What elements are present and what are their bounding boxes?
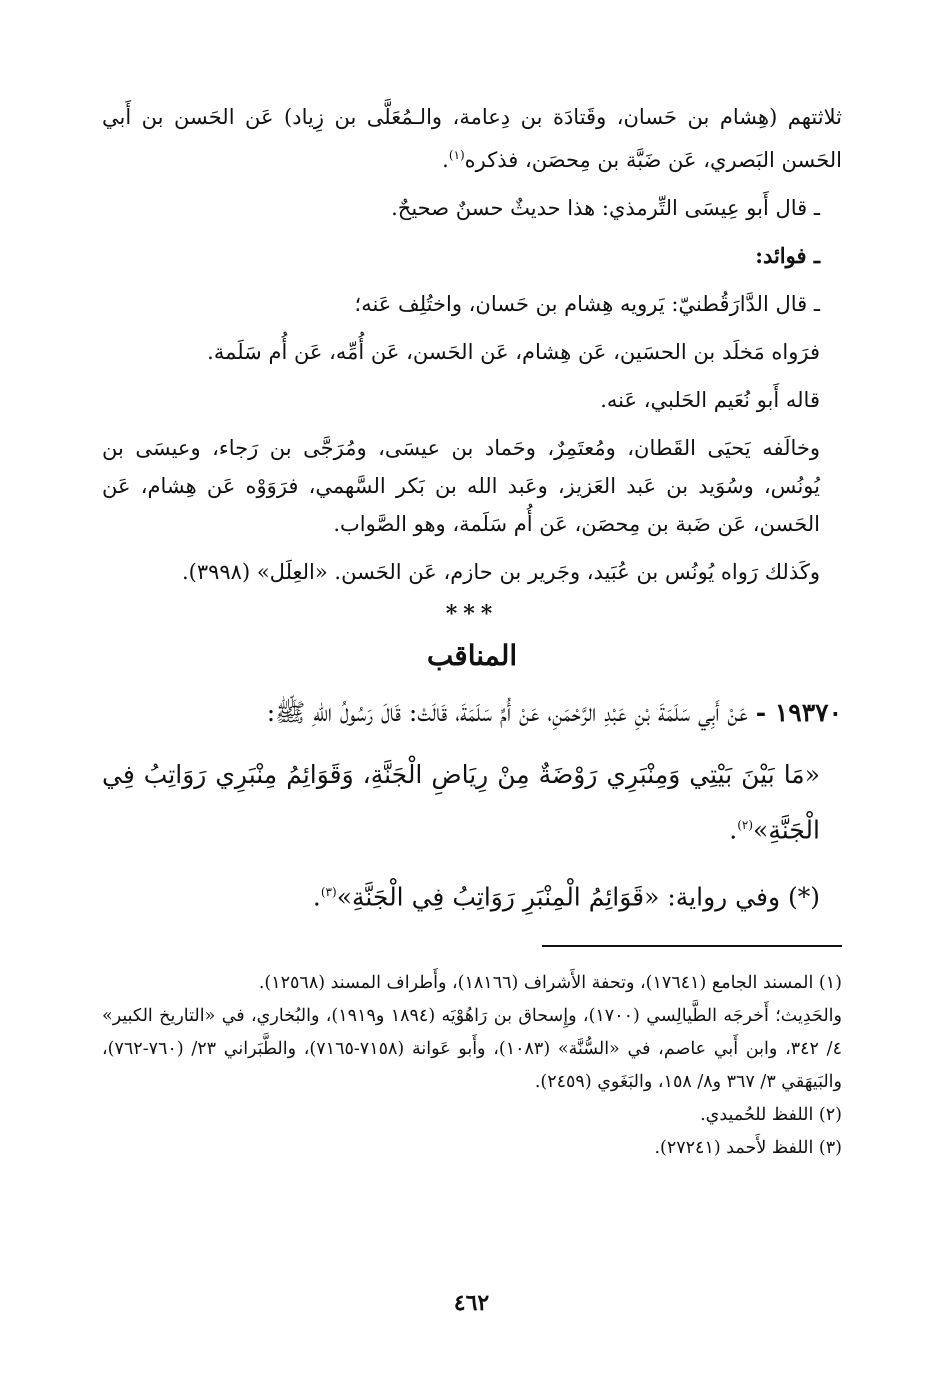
commentary-text <box>102 98 842 591</box>
paragraph-daraqutni: ـ قال الدَّارَقُطنيّ: يَرويه هِشام بن حَسان، واختُلِف عَنه؛ <box>354 292 820 316</box>
paragraph-khalafahu: وخالَفه يَحيَى القَطان، ومُعتَمِرٌ، وحَماد بن عيسَى، ومُرَجَّى بن رَجاء، وعيسَى بن يُونُس، وسُوَيد بن عَبد العَزيز، وعَبد الله بن بَكر السَّهمي، فرَوَوْه عَن هِشام، عَن الحَسن، عَن ضَبة بن مِحصَن، عَن أُم سَلَمة، وهو الصَّواب. <box>102 436 821 536</box>
section-title: المناقب <box>426 639 518 672</box>
footnote-ref-3: (٣) <box>320 885 337 900</box>
matn-text: «مَا بَيْنَ بَيْتِي وَمِنْبَرِي رَوْضَةٌ مِنْ رِيَاضِ الْجَنَّةِ، وَقَوَائِمُ مِنْبَرِي رَوَاتِبُ فِي الْجَنَّةِ» <box>102 760 820 845</box>
footnote-ref-2: (٢) <box>737 818 754 832</box>
paragraph-abu-nuaym: قاله أَبو نُعَيم الحَلبي، عَنه. <box>600 388 820 412</box>
footnote-1-continued: والحَدِيث؛ أَخرجَه الطَّيالِسي (١٧٠٠)، وإِسحاق بن رَاهُوْيَه (١٨٩٤ و١٩١٩)، والبُخاري، في «التاريخ الكبير» ٤/ ٣٤٢، وابن أَبي عاصم، في «السُّنَّة» (١٠٨٣)، وأَبو عَوانة (٧١٥٨-٧١٦٥)، والطَّبَراني ٢٣/ (٧٦٠-٧٦٢)، والبَيهَقي ٣/ ٣٦٧ و٨/ ١٥٨، والبَغَوي (٢٤٥٩). <box>102 1005 842 1092</box>
footnote-ref-1: (١) <box>448 148 465 162</box>
paragraph-kadhalik: وكَذلك رَواه يُونُس بن عُبَيد، وجَرير بن حازم، عَن الحَسن. «العِلَل» (٣٩٩٨). <box>181 560 820 584</box>
footnotes <box>102 967 842 1165</box>
isnad-text: ثلاثتهم (هِشام بن حَسان، وقَتادَة بن دِعامة، والـمُعَلَّى بن زِياد) عَن الحَسن بن أَبي الحَسن البَصري، عَن ضَبَّة بن مِحصَن، فذكره <box>102 105 842 172</box>
section-separator: *** <box>445 601 499 627</box>
hadith-riwaya <box>102 867 842 922</box>
heading-fawaid: ـ فوائد: <box>755 243 820 268</box>
footnote-3: (٣) اللفظ لأَحمد (٢٧٢٤١). <box>654 1137 842 1158</box>
hadith-isnad: عَنْ أَبِي سَلَمَةَ بْنِ عَبْدِ الرَّحْمَنِ، عَنْ أُمِّ سَلَمَةَ، قَالَتْ: قَالَ رَسُولُ اللهِ ﷺ: <box>266 698 748 727</box>
hadith-block <box>102 688 842 923</box>
footnote-2: (٢) اللفظ للحُميدي. <box>700 1104 842 1125</box>
paragraph-chain <box>102 98 842 179</box>
punctuation: . <box>729 815 738 845</box>
punctuation: . <box>312 882 321 912</box>
riwaya-text: (*) وفي رواية: «قَوَائِمُ الْمِنْبَرِ رَوَاتِبُ فِي الْجَنَّةِ» <box>336 882 820 912</box>
hadith-intro <box>102 688 842 738</box>
hadith-number: ١٩٣٧٠ - <box>755 698 842 727</box>
page-content <box>102 98 842 1165</box>
footnote-divider <box>542 945 842 947</box>
punctuation: . <box>442 148 449 172</box>
footnote-1: (١) المسند الجامع (١٧٦٤١)، وتحفة الأَشراف (١٨١٦٦)، وأَطراف المسند (١٢٥٦٨). <box>258 972 842 993</box>
paragraph-makhlad: فرَواه مَخلَد بن الحسَين، عَن هِشام، عَن الحَسن، عَن أُمِّه، عَن أُم سَلَمة. <box>207 340 820 364</box>
hadith-matn <box>102 750 842 855</box>
page-number: ٤٦٢ <box>453 1290 490 1316</box>
paragraph-tirmidhi: ـ قال أَبو عِيسَى التِّرمذي: هذا حديثٌ حسنٌ صحيحٌ. <box>391 196 820 220</box>
